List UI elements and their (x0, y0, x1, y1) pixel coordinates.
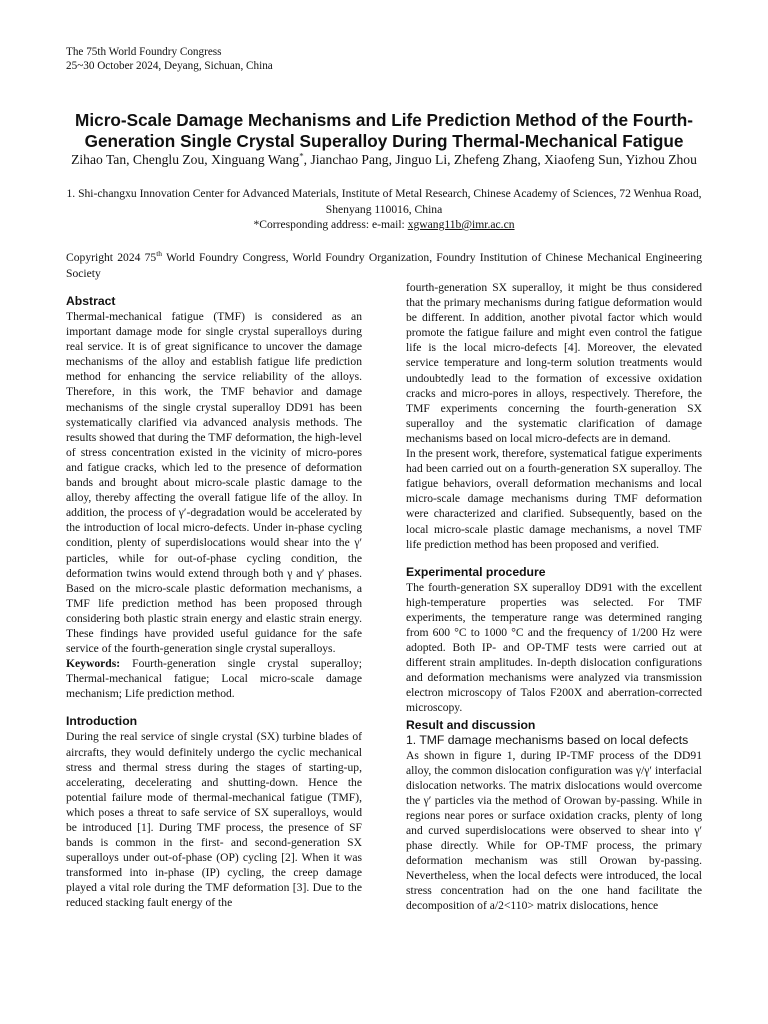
corresponding-mark: * (299, 150, 304, 161)
left-column (66, 294, 362, 911)
right-column (406, 280, 702, 914)
copyright-post: World Foundry Congress, World Foundry Organization, Foundry Institution of Chinese Mechanical Engineering Society (66, 251, 703, 280)
authors-part2: , Jianchao Pang, Jinguo Li, Zhefeng Zhang, Xiaofeng Sun, Yizhou Zhou (303, 152, 697, 167)
conference-date-location: 25~30 October 2024, Deyang, Sichuan, China (66, 60, 273, 72)
affiliation-block (60, 186, 708, 233)
keywords-label: Keywords: (66, 657, 121, 671)
keywords (66, 656, 362, 701)
introduction-paragraph-1: During the real service of single crystal (SX) turbine blades of aircrafts, they would definitely undergo the cyclic mechanical stress and thermal stress during the stages of starting-up, accelerating, decelerating and shutting-down. Hence the potential failure mode of thermal-mechanical fatigue (TMF), which poses a threat to safe service of SX superalloys, would be introduced [1]. During TMF process, the presence of SF bands is common in the first- and second-generation SX superalloys under out-of-phase (OP) cycling [2]. When it was transformed into in-phase (IP) cycling, the creep damage played a vital role during the TMF deformation [3]. Due to the reduced stacking fault energy of the (66, 730, 362, 910)
copyright-sup: th (156, 249, 163, 259)
results-subheading: 1. TMF damage mechanisms based on local defects (406, 732, 689, 747)
copyright-notice (66, 250, 702, 281)
keywords-text: Fourth-generation single crystal superalloy; Thermal-mechanical fatigue; Local micro-scale damage mechanism; Life prediction method. (66, 657, 362, 701)
email-link[interactable]: xgwang11b@imr.ac.cn (407, 218, 515, 231)
conference-name: The 75th World Foundry Congress (66, 46, 222, 58)
conference-header (66, 45, 273, 73)
experimental-text: The fourth-generation SX superalloy DD91 with the excellent high-temperature properties was selected. For TMF experiments, the temperature range was determined ranging from 600 °C to 1000 °C and the frequency of 1/200 Hz were adopted. Both IP- and OP-TMF tests were carried out at different strain amplitudes. In-depth dislocation configurations and deformation mechanisms were analyzed via transmission electron microscopy of Talos F200X and aberration-corrected microscopy. (406, 580, 702, 715)
introduction-paragraph-2: In the present work, therefore, systematical fatigue experiments had been carried out on a fourth-generation SX superalloy. The fatigue behaviors, overall deformation mechanisms and local micro-scale damage mechanisms during TMF deformation were characterized and clarified. Subsequently, based on the local micro-scale plastic damage mechanisms, a novel TMF life prediction method has been proposed and verified. (406, 447, 702, 551)
author-list (60, 151, 708, 168)
authors-part1: Zihao Tan, Chenglu Zou, Xinguang Wang (71, 152, 300, 167)
introduction-paragraph-1-continued: fourth-generation SX superalloy, it might be thus considered that the primary mechanisms during fatigue deformation would be different. In addition, another pivotal factor which would promote the fatigue failure and might even control the fatigue life is the local micro-defects [4]. Moreover, the elevated service temperature and long-term solution treatments would undoubtedly lead to the formation of excessive oxidation cracks and micro-pores in alloys, respectively. Therefore, the TMF experiments concerning the fourth-generation SX superalloy and the systematic clarification of damage mechanisms based on local micro-defects are in demand. (406, 281, 702, 445)
abstract-heading: Abstract (66, 294, 116, 308)
copyright-pre: Copyright 2024 75 (66, 251, 157, 264)
results-heading: Result and discussion (406, 717, 536, 732)
corresponding-address (60, 217, 708, 233)
paper-title: Micro-Scale Damage Mechanisms and Life Prediction Method of the Fourth-Generation Single Crystal Superalloy During Thermal-Mechanical Fatigue (75, 110, 693, 151)
abstract-text: Thermal-mechanical fatigue (TMF) is considered as an important damage mode for single crystal superalloys during real service. It is of great significance to uncover the damage mechanisms of the alloy and establish fatigue life prediction method for enhancing the service reliability of the alloys. Therefore, in this work, the TMF behavior and damage mechanisms of the single crystal superalloy DD91 has been systematically clarified via advanced analysis methods. The results showed that during the TMF deformation, the high-level of stress concentration existed in the vicinity of micro-pores and fatigue cracks, which led to the presence of deformation bands and brought about micro-scale plastic damage to the alloy, thereby affecting the overall fatigue life of the alloy. In addition, the process of γ′-degradation would be accelerated by the introduction of local micro-defects. Under in-phase cycling condition, plenty of superdislocations would shear into the γ′ particles, while for out-of-phase cycling condition, the deformation twins would extend through both γ and γ′ phases. Based on the micro-scale plastic deformation mechanisms, a TMF life prediction method has been proposed through considering both plastic strain energy and elastic strain energy. These findings have provided useful guidance for the safe service of the fourth-generation single crystal superalloys. (66, 310, 362, 656)
corresponding-label: *Corresponding address: e-mail: (253, 218, 408, 231)
introduction-heading: Introduction (66, 714, 138, 729)
results-text: As shown in figure 1, during IP-TMF process of the DD91 alloy, the common dislocation configuration was γ/γ′ interfacial dislocation networks. The matrix dislocations would overcome the γ′ particles via the method of Orowan by-passing. While in regions near pores or surface oxidation cracks, plenty of long and curved superdislocations were observed to shear into γ′ phase directly. While for OP-TMF process, the primary deformation mechanism was still Orowan by-passing. Nevertheless, when the local defects were introduced, the local stress concentration had on the one hand facilitate the decomposition of a/2<110> matrix dislocations, hence (406, 748, 702, 913)
affiliation: 1. Shi-changxu Innovation Center for Advanced Materials, Institute of Metal Research, Chinese Academy of Sciences, 72 Wenhua Road, Shenyang 110016, China (66, 187, 702, 216)
experimental-heading: Experimental procedure (406, 564, 546, 579)
